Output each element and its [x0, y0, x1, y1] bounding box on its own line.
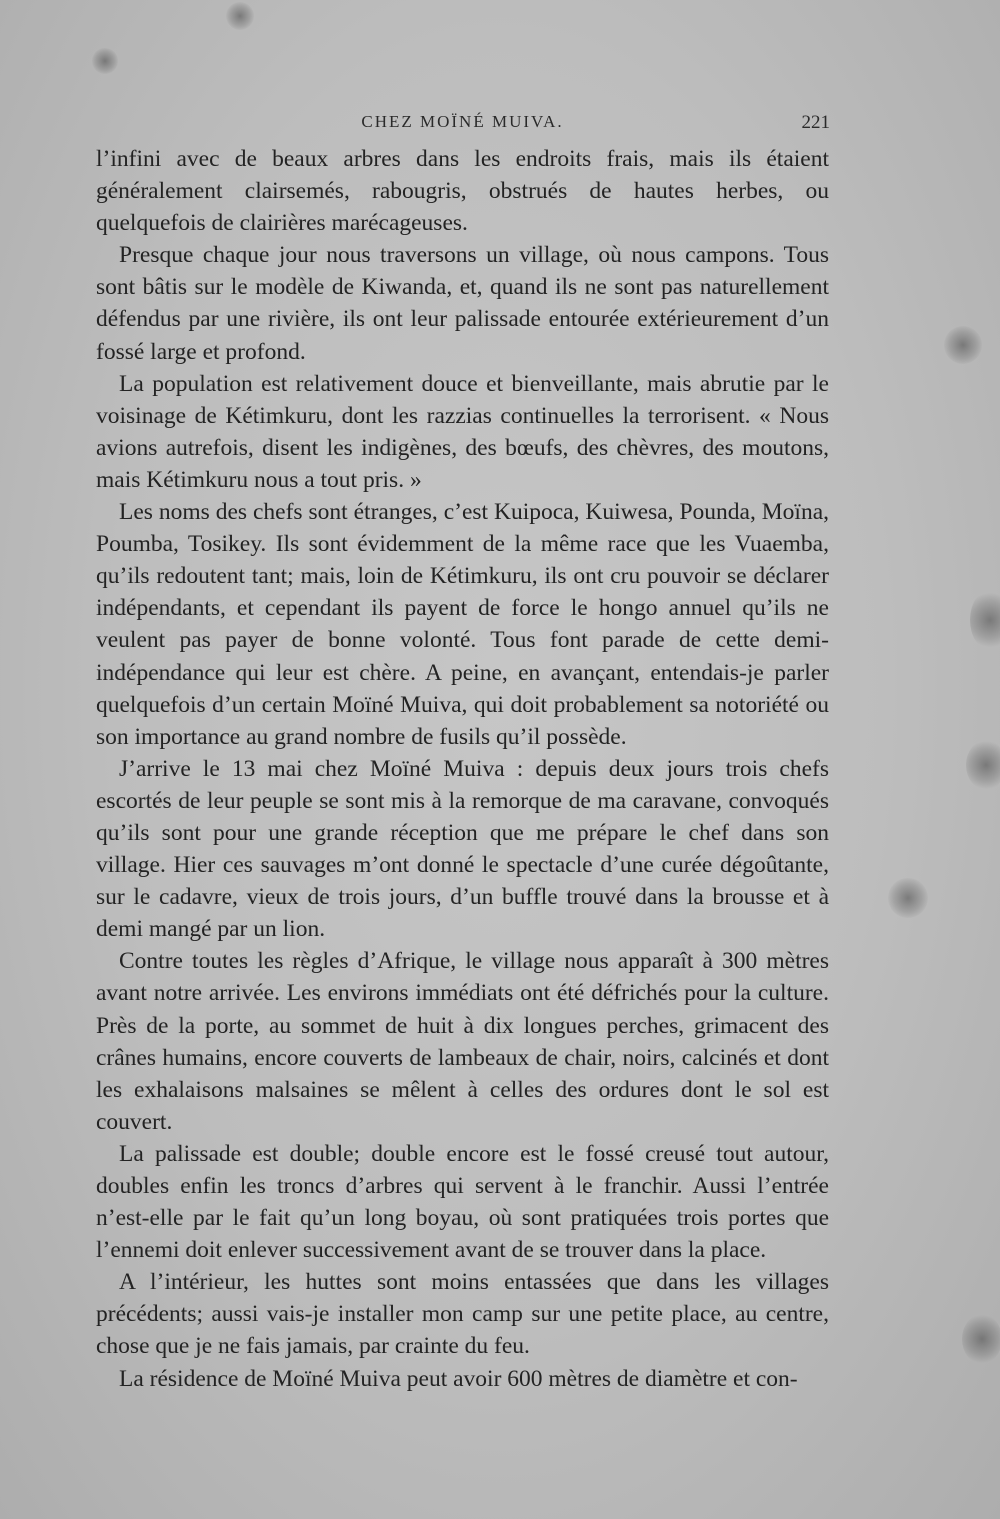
- paragraph: A l’intérieur, les huttes sont moins entassées que dans les villages précédents; aussi vais-je installer mon camp sur une petite place, au centre, chose que je ne fais jamais, par crainte du feu.: [96, 1269, 829, 1360]
- page-header: [95, 112, 830, 142]
- page-number: 221: [801, 112, 830, 133]
- foxing-stain: [888, 878, 928, 918]
- foxing-stain: [970, 590, 1000, 650]
- paragraph: l’infini avec de beaux arbres dans les endroits frais, mais ils étaient généralement clairsemés, rabougris, obstrués de hautes herbes, ou quelquefois de clairières marécageuses.: [96, 146, 829, 237]
- paragraph: Presque chaque jour nous traversons un village, où nous campons. Tous sont bâtis sur le modèle de Kiwanda, et, quand ils ne sont pas naturellement défendus par une rivière, ils ont leur palissade entourée extérieurement d’un fossé large et profond.: [96, 242, 829, 365]
- foxing-stain: [944, 326, 982, 364]
- paragraph: La palissade est double; double encore est le fossé creusé tout autour, doubles enfin les troncs d’arbres qui servent à le franchir. Aussi l’entrée n’est-elle par le fait qu’un long boyau, où sont pratiquées trois portes que l’ennemi doit enlever successivement avant de se trouver dans la place.: [96, 1140, 829, 1264]
- paragraph: La résidence de Moïné Muiva peut avoir 600 mètres de diamètre et con-: [119, 1365, 798, 1392]
- foxing-stain: [962, 1314, 1000, 1364]
- running-title: CHEZ MOÏNÉ MUIVA.: [361, 112, 564, 131]
- foxing-stain: [966, 740, 1000, 790]
- foxing-stain: [226, 2, 254, 30]
- paragraph: Contre toutes les règles d’Afrique, le village nous apparaît à 300 mètres avant notre arrivée. Les environs immédiats ont été défrichés pour la culture. Près de la porte, au sommet de huit à dix longues perches, grimacent des crânes humains, encore couverts de lambeaux de chair, noirs, calcinés et dont les exhalaisons malsaines se mêlent à celles des ordures dont le sol est couvert.: [96, 948, 829, 1135]
- paragraph: J’arrive le 13 mai chez Moïné Muiva : depuis deux jours trois chefs escortés de leur peuple se sont mis à la remorque de ma caravane, convoqués qu’ils sont pour une grande réception que me prépare le chef dans son village. Hier ces sauvages m’ont donné le spectacle d’une curée dégoûtante, sur le cadavre, vieux de trois jours, d’un buffle trouvé dans la brousse et à demi mangé par un lion.: [96, 755, 829, 943]
- paragraph: Les noms des chefs sont étranges, c’est Kuipoca, Kuiwesa, Pounda, Moïna, Poumba, Tosikey. Ils sont évidemment de la même race que les Vuaemba, qu’ils redoutent tant; mais, loin de Kétimkuru, ils ont cru pouvoir se déclarer indépendants, et cependant ils payent de force le hongo annuel qu’ils ne veulent pas payer de bonne volonté. Tous font parade de cette demi-indépendance qui leur est chère. A peine, en avançant, entendais-je parler quelquefois d’un certain Moïné Muiva, qui doit probablement sa notoriété ou son importance au grand nombre de fusils qu’il possède.: [96, 499, 829, 750]
- body-text: [96, 143, 829, 1395]
- paragraph: La population est relativement douce et bienveillante, mais abrutie par le voisinage de Kétimkuru, dont les razzias continuelles la terrorisent. « Nous avions autrefois, disent les indigènes, des bœufs, des chèvres, des moutons, mais Kétimkuru nous a tout pris. »: [96, 370, 829, 493]
- foxing-stain: [92, 48, 118, 74]
